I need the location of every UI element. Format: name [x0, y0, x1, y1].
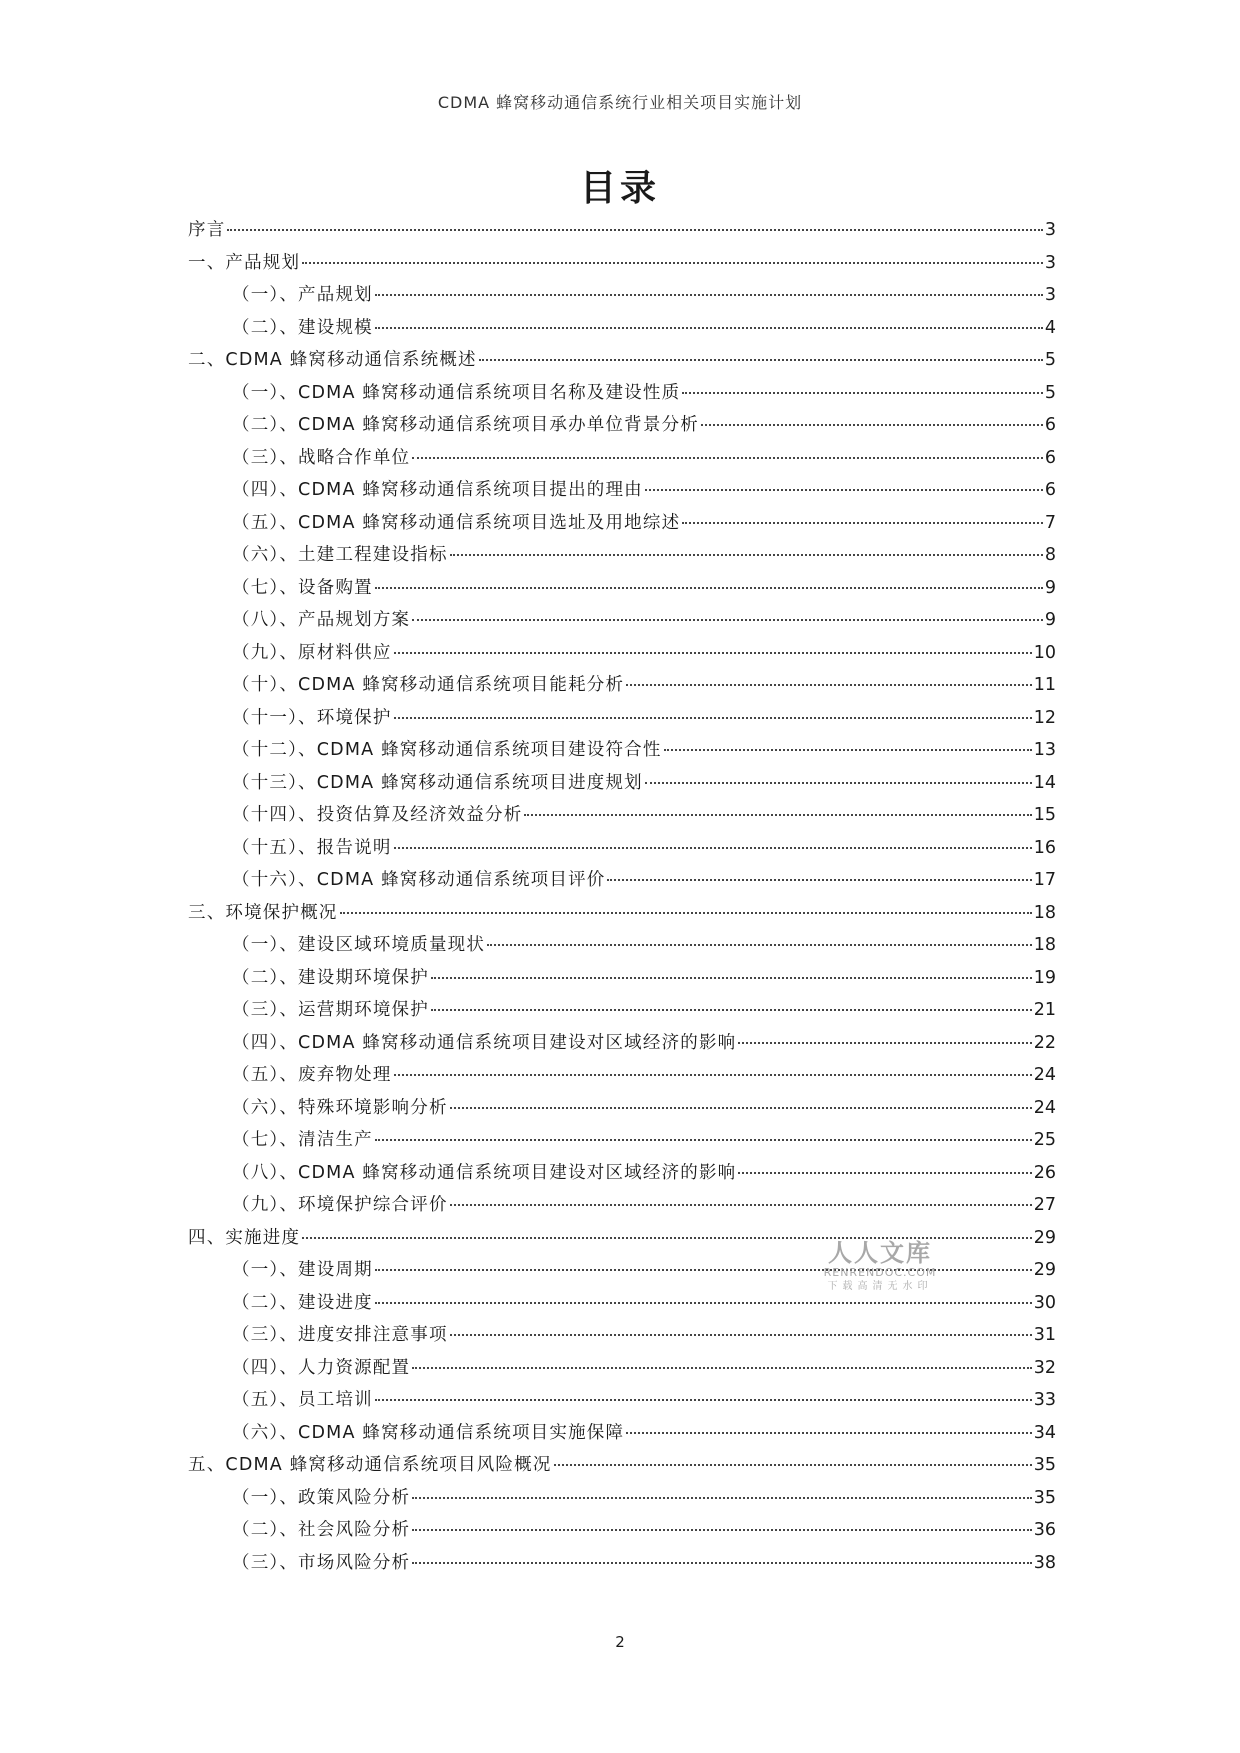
toc-entry-page: 21 [1033, 1000, 1056, 1020]
toc-entry-text: （一）、CDMA 蜂窝移动通信系统项目名称及建设性质 [232, 382, 681, 403]
toc-entry[interactable] [188, 931, 1056, 964]
toc-entry-page: 3 [1044, 285, 1056, 305]
toc-entry-page: 24 [1033, 1065, 1056, 1085]
toc-dot-leader [431, 977, 1032, 979]
toc-entry-text: （九）、原材料供应 [232, 642, 392, 663]
page-number: 2 [615, 1633, 625, 1651]
toc-entry-page: 15 [1033, 805, 1056, 825]
toc-dot-leader [554, 1464, 1032, 1466]
toc-dot-leader [340, 912, 1032, 914]
toc-entry-text: （十）、CDMA 蜂窝移动通信系统项目能耗分析 [232, 675, 625, 695]
toc-dot-leader [227, 229, 1042, 231]
toc-entry-text: （十三）、CDMA 蜂窝移动通信系统项目进度规划 [232, 772, 643, 793]
toc-entry-page: 19 [1033, 967, 1056, 988]
toc-entry-page: 18 [1033, 935, 1056, 955]
toc-entry-page: 35 [1033, 1487, 1056, 1508]
watermark-domain: RENRENDOC.COM [823, 1266, 937, 1279]
toc-entry-text: （十六）、CDMA 蜂窝移动通信系统项目评价 [232, 870, 606, 890]
toc-entry[interactable] [188, 606, 1056, 639]
toc-entry-page: 14 [1033, 772, 1056, 793]
toc-entry-page: 30 [1033, 1292, 1056, 1313]
toc-entry-text: （八）、CDMA 蜂窝移动通信系统项目建设对区域经济的影响 [232, 1162, 737, 1183]
toc-entry[interactable] [188, 411, 1056, 444]
toc-entry-page: 18 [1033, 902, 1056, 923]
toc-entry[interactable] [188, 671, 1056, 704]
toc-dot-leader [375, 1139, 1032, 1141]
toc-entry-text: （一）、建设区域环境质量现状 [232, 935, 486, 955]
toc-entry[interactable] [188, 704, 1056, 737]
toc-dot-leader [412, 457, 1043, 459]
toc-entry-page: 5 [1044, 350, 1056, 370]
toc-entry-page: 9 [1044, 610, 1056, 630]
toc-entry[interactable] [188, 736, 1056, 769]
toc-entry[interactable] [188, 1321, 1056, 1354]
toc-entry[interactable] [188, 1386, 1056, 1419]
toc-entry-page: 16 [1033, 837, 1056, 858]
toc-entry-text: （六）、特殊环境影响分析 [232, 1097, 448, 1118]
toc-dot-leader [375, 1302, 1032, 1304]
toc-entry-text: 三、环境保护概况 [188, 902, 338, 923]
toc-entry[interactable] [188, 639, 1056, 672]
toc-entry-text: 一、产品规划 [188, 252, 301, 273]
toc-dot-leader [394, 652, 1032, 654]
toc-entry-text: （十一）、环境保护 [232, 707, 392, 728]
toc-entry-page: 12 [1033, 707, 1056, 728]
toc-dot-leader [375, 587, 1043, 589]
toc-entry-page: 10 [1033, 642, 1056, 663]
toc-entry[interactable] [188, 1159, 1056, 1192]
toc-entry[interactable] [188, 1484, 1056, 1517]
toc-dot-leader [412, 619, 1043, 621]
toc-entry-page: 3 [1044, 220, 1056, 240]
toc-dot-leader [626, 1432, 1032, 1434]
toc-entry[interactable] [188, 281, 1056, 314]
toc-dot-leader [487, 944, 1032, 946]
toc-entry-page: 26 [1033, 1162, 1056, 1183]
toc-dot-leader [412, 1562, 1031, 1564]
toc-dot-leader [450, 1204, 1032, 1206]
toc-entry-page: 3 [1044, 252, 1056, 273]
toc-entry-page: 6 [1044, 480, 1056, 500]
toc-entry-text: （六）、土建工程建设指标 [232, 545, 448, 565]
toc-entry-page: 7 [1044, 512, 1056, 533]
toc-entry-text: （二）、建设进度 [232, 1292, 373, 1313]
toc-entry-page: 33 [1033, 1390, 1056, 1410]
watermark-note: 下载高清无水印 [827, 1281, 933, 1292]
toc-entry-page: 29 [1033, 1227, 1056, 1248]
toc-entry-page: 27 [1033, 1195, 1056, 1215]
toc-entry-text: （一）、建设周期 [232, 1260, 373, 1280]
toc-entry-page: 13 [1033, 740, 1056, 760]
toc-entry[interactable] [188, 1126, 1056, 1159]
toc-entry-text: （一）、产品规划 [232, 285, 373, 305]
toc-dot-leader [375, 327, 1043, 329]
toc-dot-leader [682, 392, 1043, 394]
toc-entry-page: 25 [1033, 1130, 1056, 1150]
toc-entry-page: 6 [1044, 447, 1056, 468]
toc-entry-page: 24 [1033, 1097, 1056, 1118]
toc-entry-page: 8 [1044, 545, 1056, 565]
toc-entry-text: （三）、市场风险分析 [232, 1552, 411, 1573]
toc-entry[interactable] [188, 249, 1056, 282]
toc-entry-text: （二）、社会风险分析 [232, 1520, 411, 1540]
toc-entry[interactable] [188, 996, 1056, 1029]
toc-entry-text: （五）、废弃物处理 [232, 1065, 392, 1085]
toc-entry-text: （十五）、报告说明 [232, 837, 392, 858]
toc-entry[interactable] [188, 346, 1056, 379]
toc-entry-page: 11 [1033, 675, 1056, 695]
toc-entry-text: （二）、建设期环境保护 [232, 967, 429, 988]
toc-dot-leader [524, 814, 1031, 816]
toc-dot-leader [375, 294, 1043, 296]
toc-dot-leader [682, 522, 1043, 524]
toc-entry-page: 32 [1033, 1357, 1056, 1378]
toc-entry-page: 17 [1033, 870, 1056, 890]
toc-dot-leader [479, 359, 1043, 361]
toc-dot-leader [412, 1529, 1031, 1531]
toc-entry[interactable] [188, 1191, 1056, 1224]
toc-entry-text: （七）、清洁生产 [232, 1130, 373, 1150]
toc-entry-page: 38 [1033, 1552, 1056, 1573]
toc-dot-leader [607, 879, 1031, 881]
toc-entry[interactable] [188, 964, 1056, 997]
toc-dot-leader [701, 424, 1043, 426]
toc-dot-leader [626, 684, 1032, 686]
toc-entry-text: （六）、CDMA 蜂窝移动通信系统项目实施保障 [232, 1422, 625, 1443]
toc-entry[interactable] [188, 541, 1056, 574]
toc-entry[interactable] [188, 574, 1056, 607]
toc-entry-text: 二、CDMA 蜂窝移动通信系统概述 [188, 350, 477, 370]
toc-entry[interactable] [188, 509, 1056, 542]
toc-entry-page: 29 [1033, 1260, 1056, 1280]
toc-entry-text: （五）、CDMA 蜂窝移动通信系统项目选址及用地综述 [232, 512, 681, 533]
toc-entry-text: 五、CDMA 蜂窝移动通信系统项目风险概况 [188, 1455, 552, 1475]
table-of-contents [188, 216, 1056, 1581]
toc-entry-text: （二）、CDMA 蜂窝移动通信系统项目承办单位背景分析 [232, 415, 699, 435]
toc-dot-leader [738, 1172, 1031, 1174]
toc-entry-page: 5 [1044, 382, 1056, 403]
toc-entry-text: （一）、政策风险分析 [232, 1487, 411, 1508]
toc-entry[interactable] [188, 899, 1056, 932]
toc-entry[interactable] [188, 314, 1056, 347]
toc-entry-text: （十二）、CDMA 蜂窝移动通信系统项目建设符合性 [232, 740, 662, 760]
toc-entry-text: （三）、进度安排注意事项 [232, 1325, 448, 1345]
running-header: CDMA 蜂窝移动通信系统行业相关项目实施计划 [437, 93, 803, 112]
toc-entry-text: （二）、建设规模 [232, 317, 373, 338]
toc-dot-leader [645, 782, 1032, 784]
toc-entry[interactable] [188, 801, 1056, 834]
toc-entry[interactable] [188, 379, 1056, 412]
toc-dot-leader [450, 1334, 1032, 1336]
toc-dot-leader [450, 554, 1043, 556]
toc-entry[interactable] [188, 1516, 1056, 1549]
toc-entry[interactable] [188, 1549, 1056, 1582]
toc-title: 目录 [579, 168, 660, 209]
toc-entry[interactable] [188, 769, 1056, 802]
toc-entry-text: 四、实施进度 [188, 1227, 301, 1248]
toc-dot-leader [645, 489, 1043, 491]
toc-entry[interactable] [188, 1451, 1056, 1484]
toc-entry-text: （四）、人力资源配置 [232, 1357, 411, 1378]
toc-entry[interactable] [188, 1029, 1056, 1062]
toc-dot-leader [394, 847, 1032, 849]
toc-entry-text: （七）、设备购置 [232, 577, 373, 598]
toc-dot-leader [412, 1497, 1031, 1499]
toc-dot-leader [431, 1009, 1032, 1011]
watermark-logo [810, 1240, 950, 1294]
toc-entry-page: 31 [1033, 1325, 1056, 1345]
toc-entry-text: （三）、运营期环境保护 [232, 1000, 429, 1020]
toc-entry-text: （十四）、投资估算及经济效益分析 [232, 805, 523, 825]
toc-entry-text: （五）、员工培训 [232, 1390, 373, 1410]
toc-entry[interactable] [188, 216, 1056, 249]
toc-entry-text: （三）、战略合作单位 [232, 447, 411, 468]
watermark-main: 人人文库 [828, 1239, 932, 1267]
toc-entry[interactable] [188, 476, 1056, 509]
toc-entry[interactable] [188, 834, 1056, 867]
toc-dot-leader [664, 749, 1032, 751]
toc-entry-page: 6 [1044, 415, 1056, 435]
toc-entry[interactable] [188, 1094, 1056, 1127]
toc-entry-text: （八）、产品规划方案 [232, 610, 411, 630]
toc-entry[interactable] [188, 444, 1056, 477]
toc-entry-page: 4 [1044, 317, 1056, 338]
toc-dot-leader [394, 1074, 1032, 1076]
toc-entry-text: 序言 [188, 220, 226, 240]
toc-dot-leader [375, 1399, 1032, 1401]
toc-entry-page: 22 [1033, 1032, 1056, 1053]
toc-entry-page: 35 [1033, 1455, 1056, 1475]
toc-entry-text: （四）、CDMA 蜂窝移动通信系统项目建设对区域经济的影响 [232, 1032, 737, 1053]
toc-dot-leader [394, 717, 1032, 719]
toc-entry[interactable] [188, 1419, 1056, 1452]
toc-dot-leader [450, 1107, 1032, 1109]
toc-entry-page: 9 [1044, 577, 1056, 598]
toc-dot-leader [302, 262, 1043, 264]
toc-entry[interactable] [188, 1354, 1056, 1387]
toc-entry[interactable] [188, 866, 1056, 899]
toc-dot-leader [412, 1367, 1031, 1369]
toc-entry-text: （四）、CDMA 蜂窝移动通信系统项目提出的理由 [232, 480, 643, 500]
toc-entry-text: （九）、环境保护综合评价 [232, 1195, 448, 1215]
toc-entry-page: 36 [1033, 1520, 1056, 1540]
toc-entry[interactable] [188, 1061, 1056, 1094]
toc-entry-page: 34 [1033, 1422, 1056, 1443]
toc-dot-leader [738, 1042, 1031, 1044]
